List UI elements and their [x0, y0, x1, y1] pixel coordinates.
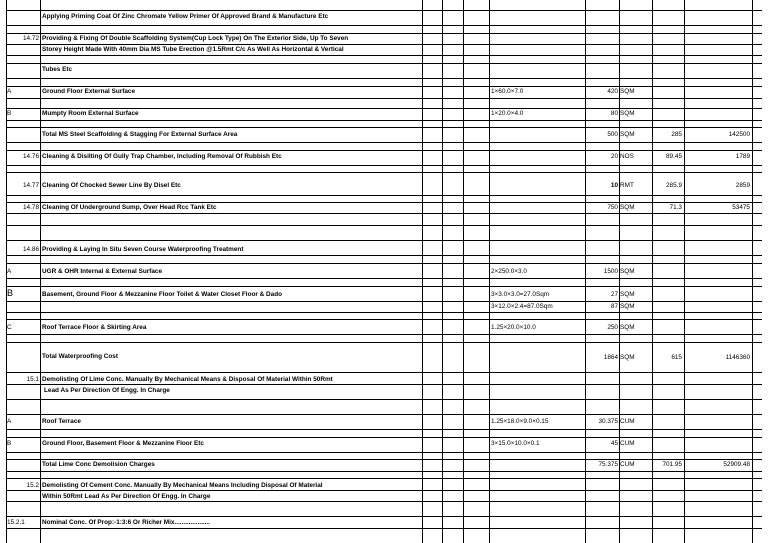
row-line — [6, 528, 762, 529]
row-line — [6, 120, 762, 121]
quantity: 20 — [610, 153, 618, 160]
quantity: 80 — [610, 110, 618, 117]
amount: 2859 — [735, 182, 750, 189]
item-number: 15.2 — [26, 482, 39, 489]
row-description: Providing & Fixing Of Double Scaffolding System(Cup Lock Type) On The Exterior Side, Up To Seven — [42, 35, 349, 42]
quantity: 27 — [610, 291, 618, 298]
item-number: B — [7, 110, 12, 117]
unit: SQM — [620, 268, 635, 275]
row-line — [6, 150, 762, 151]
item-number: C — [7, 324, 12, 331]
row-description: Mumpty Room External Surface — [42, 110, 139, 117]
row-line — [6, 44, 762, 45]
quantity: 500 — [607, 131, 618, 138]
row-line — [6, 108, 762, 109]
quantity: 750 — [607, 204, 618, 211]
calc-detail: 3×3.0×3.0=27.0Sqm — [491, 291, 550, 298]
quantity: 10 — [610, 182, 618, 189]
row-line — [6, 202, 762, 203]
item-number: A — [7, 88, 12, 95]
row-description: Tubes Etc — [42, 66, 73, 73]
calc-detail: 1.25×18.0×9.0×0.15 — [491, 418, 549, 425]
row-description: Total Lime Conc Demolision Charges — [42, 461, 155, 468]
item-number: 14.78 — [23, 204, 39, 211]
item-number: B — [7, 440, 12, 447]
col-line — [40, 0, 41, 543]
row-line — [6, 98, 762, 99]
row-line — [6, 471, 762, 472]
col-line — [752, 0, 753, 543]
unit: CUM — [620, 461, 635, 468]
row-line — [6, 319, 762, 320]
unit: CUM — [620, 418, 635, 425]
calc-detail: 1×20.0×4.0 — [491, 110, 524, 117]
item-number: A — [7, 268, 12, 275]
item-number: 14.76 — [23, 153, 39, 160]
col-line — [489, 0, 490, 543]
unit: SQM — [620, 354, 635, 361]
row-line — [6, 213, 762, 214]
row-line — [6, 516, 762, 517]
row-line — [6, 55, 762, 56]
row-line — [6, 334, 762, 335]
row-line — [6, 501, 762, 502]
rate: 285 — [671, 131, 682, 138]
row-description: Within 50Rmt Lead As Per Direction Of Engg. In Charge — [42, 493, 211, 500]
row-line — [6, 225, 762, 226]
row-description: Total MS Steel Scaffolding & Stagging For External Surface Area — [42, 131, 238, 138]
item-number: B — [7, 288, 14, 298]
unit: NOS — [620, 153, 634, 160]
row-line — [6, 195, 762, 196]
row-line — [6, 78, 762, 79]
unit: SQM — [620, 324, 635, 331]
col-line — [422, 0, 423, 543]
row-description: Nominal Conc. Of Prop:-1:3:6 Or Richer Mix.................... — [42, 519, 210, 526]
calc-detail: 3×12.0×2.4=87.0Sqm — [491, 303, 553, 310]
calc-detail: 1.25×20.0×10.0 — [491, 324, 536, 331]
row-description: Lead As Per Direction Of Engg. In Charge — [44, 387, 170, 394]
col-line — [442, 0, 443, 543]
quantity: 30.375 — [598, 418, 618, 425]
row-line — [6, 399, 762, 400]
row-description: Providing & Laying In Situ Seven Course Waterproofing Treatment — [42, 246, 244, 253]
unit: SQM — [620, 204, 635, 211]
row-line — [6, 478, 762, 479]
rate: 71.3 — [669, 204, 682, 211]
item-number: 15.2.1 — [7, 519, 25, 526]
item-number: 14.72 — [23, 35, 39, 42]
col-line — [463, 0, 464, 543]
row-line — [6, 312, 762, 313]
amount: 1789 — [735, 153, 750, 160]
quantity: 1500 — [603, 268, 618, 275]
rate: 285.9 — [666, 182, 682, 189]
unit: SQM — [620, 291, 635, 298]
item-number: A — [7, 418, 12, 425]
row-line — [6, 86, 762, 87]
unit: CUM — [620, 440, 635, 447]
row-line — [6, 240, 762, 241]
row-description: Ground Floor, Basement Floor & Mezzanine Floor Etc — [42, 440, 204, 447]
row-line — [6, 10, 762, 11]
rate: 701.95 — [662, 461, 682, 468]
row-description: Demolisting Of Cement Conc. Manually By Mechanical Means Including Disposal Of Material — [42, 482, 323, 489]
row-line — [6, 342, 762, 343]
row-description: Total Waterproofing Cost — [42, 353, 118, 360]
row-line — [6, 255, 762, 256]
row-description: Cleaning Of Chocked Sewer Line By Disel Etc — [42, 182, 181, 189]
row-line — [6, 25, 762, 26]
row-line — [6, 384, 762, 385]
row-description: UGR & OHR Internal & External Surface — [42, 268, 163, 275]
row-line — [6, 172, 762, 173]
rate: 615 — [671, 354, 682, 361]
row-line — [6, 459, 762, 460]
row-line — [6, 142, 762, 143]
amount: 142500 — [728, 131, 750, 138]
row-line — [6, 414, 762, 415]
calc-detail: 3×15.0×10.0×0.1 — [491, 440, 540, 447]
rate: 89.45 — [666, 153, 682, 160]
quantity: 87 — [610, 303, 618, 310]
row-description: Roof Terrace — [42, 418, 81, 425]
row-line — [6, 301, 762, 302]
row-description: Storey Height Made With 40mm Dia MS Tube Erection @1.5Rmt C/c As Well As Horizontal & Vertical — [42, 46, 344, 53]
row-line — [6, 33, 762, 34]
calc-detail: 2×250.0×3.0 — [491, 268, 527, 275]
unit: SQM — [620, 131, 635, 138]
unit: SQM — [620, 88, 635, 95]
row-description: Demolisting Of Lime Conc. Manually By Mechanical Means & Disposal Of Material Within 50Rmt — [42, 376, 333, 383]
item-number: 14.77 — [23, 182, 39, 189]
amount: 53475 — [732, 204, 750, 211]
item-number: 15.1 — [26, 376, 39, 383]
row-line — [6, 127, 762, 128]
row-line — [6, 437, 762, 438]
row-line — [6, 372, 762, 373]
row-line — [6, 263, 762, 264]
row-line — [6, 278, 762, 279]
row-description: Roof Terrace Floor & Skirting Area — [42, 324, 147, 331]
row-line — [6, 286, 762, 287]
row-description: Cleaning & Disilting Of Gully Trap Chamber, Including Removal Of Rubbish Etc — [42, 153, 282, 160]
quantity: 420 — [607, 88, 618, 95]
row-line — [6, 165, 762, 166]
quantity: 45 — [610, 440, 618, 447]
calc-detail: 1×60.0×7.0 — [491, 88, 524, 95]
unit: SQM — [620, 110, 635, 117]
row-description: Ground Floor External Surface — [42, 88, 136, 95]
unit: RMT — [620, 182, 634, 189]
unit: SQM — [620, 303, 635, 310]
row-description: Applying Priming Coat Of Zinc Chromate Yellow Primer Of Approved Brand & Manufacture Etc — [42, 13, 329, 20]
amount: 52909.48 — [723, 461, 750, 468]
quantity: 1864 — [603, 354, 618, 361]
row-line — [6, 63, 762, 64]
row-line — [6, 490, 762, 491]
row-line — [6, 429, 762, 430]
amount: 1146360 — [725, 354, 750, 361]
quantity: 75.375 — [598, 461, 618, 468]
row-description: Cleaning Of Underground Sump, Over Head Rcc Tank Etc — [42, 204, 217, 211]
quantity: 250 — [607, 324, 618, 331]
item-number: 14.86 — [23, 246, 39, 253]
row-description: Basement, Ground Floor & Mezzanine Floor Toilet & Water Closet Floor & Dado — [42, 291, 283, 298]
row-line — [6, 452, 762, 453]
